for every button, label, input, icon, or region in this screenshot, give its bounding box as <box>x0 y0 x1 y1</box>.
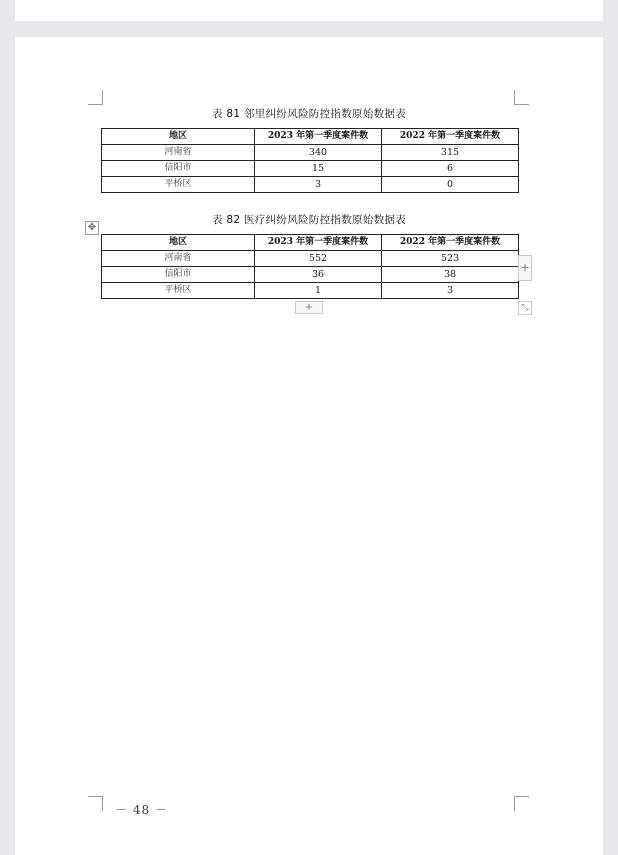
margin-corner-bottom-left <box>88 796 103 811</box>
region-cell[interactable]: 信阳市 <box>102 267 255 283</box>
resize-diagonal-icon: ⤡ <box>521 303 529 313</box>
value-cell-2022[interactable]: 315 <box>382 145 519 161</box>
table-move-handle[interactable] <box>85 221 99 235</box>
table-row <box>102 177 519 193</box>
add-row-button[interactable] <box>295 301 323 314</box>
region-cell[interactable]: 平桥区 <box>102 177 255 193</box>
value-cell-2022[interactable]: 0 <box>382 177 519 193</box>
region-cell[interactable]: 平桥区 <box>102 283 255 299</box>
value-cell-2023[interactable]: 552 <box>255 251 382 267</box>
region-cell[interactable]: 河南省 <box>102 145 255 161</box>
value-cell-2022[interactable]: 38 <box>382 267 519 283</box>
margin-corner-top-left <box>88 90 103 105</box>
table-resize-handle[interactable] <box>518 301 532 315</box>
value-cell-2023[interactable]: 36 <box>255 267 382 283</box>
value-cell-2022[interactable]: 3 <box>382 283 519 299</box>
margin-corner-bottom-right <box>514 796 529 811</box>
table-row <box>102 251 519 267</box>
table-row <box>102 161 519 177</box>
value-cell-2022[interactable]: 6 <box>382 161 519 177</box>
region-cell[interactable]: 河南省 <box>102 251 255 267</box>
table-header-row <box>102 235 519 251</box>
value-cell-2023[interactable]: 1 <box>255 283 382 299</box>
header-cell-2022[interactable]: 2022 年第一季度案件数 <box>382 129 519 145</box>
table-row <box>102 283 519 299</box>
header-cell-2023[interactable]: 2023 年第一季度案件数 <box>255 235 382 251</box>
table-82-caption: 表 82 医疗纠纷风险防控指数原始数据表 <box>211 214 407 226</box>
header-cell-region[interactable]: 地区 <box>102 235 255 251</box>
value-cell-2023[interactable]: 3 <box>255 177 382 193</box>
value-cell-2023[interactable]: 15 <box>255 161 382 177</box>
value-cell-2023[interactable]: 340 <box>255 145 382 161</box>
header-cell-2022[interactable]: 2022 年第一季度案件数 <box>382 235 519 251</box>
table-81-caption: 表 81 邻里纠纷风险防控指数原始数据表 <box>211 108 407 120</box>
move-arrows-icon: ✥ <box>87 222 97 233</box>
table-row <box>102 145 519 161</box>
table-82[interactable] <box>101 234 519 299</box>
header-cell-region[interactable]: 地区 <box>102 129 255 145</box>
previous-page-bottom <box>15 0 603 21</box>
region-cell[interactable]: 信阳市 <box>102 161 255 177</box>
table-row <box>102 267 519 283</box>
add-column-button[interactable] <box>518 255 532 281</box>
margin-corner-top-right <box>514 90 529 105</box>
page-number: － 48 － <box>115 803 168 817</box>
header-cell-2023[interactable]: 2023 年第一季度案件数 <box>255 129 382 145</box>
plus-icon: + <box>304 302 314 313</box>
table-header-row <box>102 129 519 145</box>
plus-icon: + <box>520 261 530 274</box>
table-81[interactable] <box>101 128 519 193</box>
value-cell-2022[interactable]: 523 <box>382 251 519 267</box>
document-page[interactable] <box>15 37 603 855</box>
